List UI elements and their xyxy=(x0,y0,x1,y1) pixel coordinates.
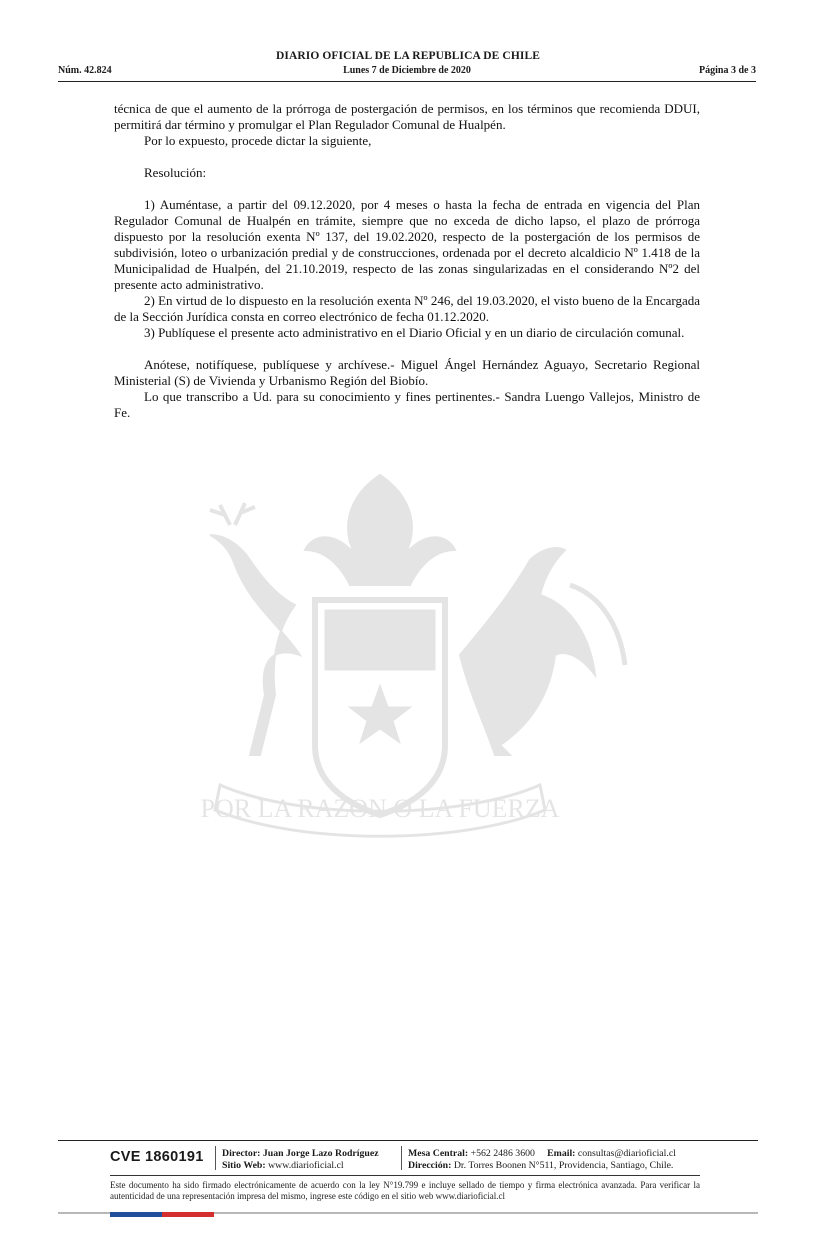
issue-date: Lunes 7 de Diciembre de 2020 xyxy=(343,65,471,76)
motto-text: POR LA RAZON O LA FUERZA xyxy=(200,794,560,823)
paragraph-intro: técnica de que el aumento de la prórroga de postergación de permisos, en los términos que recomienda DDUI, permitirá dar término y promulgar el Plan Regulador Comunal de Hualpén. xyxy=(114,101,700,132)
resolution-item-1: 1) Auméntase, a partir del 09.12.2020, por 4 meses o hasta la fecha de entrada en vigencia del Plan Regulador Comunal de Hualpén en trámite, siempre que no exceda de dicho lapso, el plazo de prórroga dispuesto por la resolución exenta Nº 137, del 19.02.2020, respecto de la postergación de los permisos de subdivisión, loteo o urbanización predial y de construcciones, ordenada por el decreto alcaldicio Nº 1.418 de la Municipalidad de Hualpén, del 21.10.2019, respecto de las zonas singularizadas en el considerando Nº2 del presente acto administrativo. xyxy=(114,197,700,292)
site-link[interactable]: www.diarioficial.cl xyxy=(268,1159,344,1171)
transcription-paragraph: Lo que transcribo a Ud. para su conocimiento y fines pertinentes.- Sandra Luengo Vallejos, Ministro de Fe. xyxy=(114,389,700,420)
footer-separator xyxy=(401,1146,402,1170)
footer-divider xyxy=(58,1140,758,1141)
resolution-item-3: 3) Publíquese el presente acto administrativo en el Diario Oficial y en un diario de circulación comunal. xyxy=(144,325,685,340)
flag-stripe-red xyxy=(162,1212,214,1217)
newspaper-title: DIARIO OFICIAL DE LA REPUBLICA DE CHILE xyxy=(276,50,540,62)
legal-notice: Este documento ha sido firmado electrónicamente de acuerdo con la ley N°19.799 e incluye sellado de tiempo y firma electrónica avanzada. Para verificar la autenticidad de una representación impresa del mismo, ingrese este código en el sitio web www.diarioficial.cl xyxy=(110,1180,700,1201)
header-divider xyxy=(58,81,756,82)
footer-director-block: Director: Juan Jorge Lazo Rodríguez Sitio Web: www.diarioficial.cl xyxy=(222,1148,379,1171)
issue-number: Núm. 42.824 xyxy=(58,65,112,76)
footer-divider-inner xyxy=(110,1175,700,1176)
cve-code: CVE 1860191 xyxy=(110,1149,204,1165)
paragraph-por-lo-expuesto: Por lo expuesto, procede dictar la siguiente, xyxy=(144,133,372,148)
resolution-heading: Resolución: xyxy=(144,165,207,180)
footer-separator xyxy=(215,1146,216,1170)
director-name: Juan Jorge Lazo Rodríguez xyxy=(262,1148,379,1159)
document-body xyxy=(114,101,700,421)
signature-paragraph: Anótese, notifíquese, publíquese y archívese.- Miguel Ángel Hernández Aguayo, Secretario Regional Ministerial (S) de Vivienda y Urbanismo Región del Biobío. xyxy=(114,357,700,388)
email-link[interactable]: consultas@diarioficial.cl xyxy=(577,1148,676,1159)
resolution-item-2: 2) En virtud de lo dispuesto en la resolución exenta Nº 246, del 19.03.2020, el visto bueno de la Encargada de la Sección Jurídica consta en correo electrónico de fecha 01.12.2020. xyxy=(114,293,700,324)
footer-contact-block: Mesa Central: +562 2486 3600 Email: consultas@diarioficial.cl Dirección: Dr. Torres Boonen N°511, Providencia, Santiago, Chile. xyxy=(408,1148,676,1171)
phone-number: +562 2486 3600 xyxy=(470,1148,535,1159)
address: Dr. Torres Boonen N°511, Providencia, Santiago, Chile. xyxy=(453,1159,674,1171)
page-indicator: Página 3 de 3 xyxy=(699,65,756,76)
flag-stripe-blue xyxy=(110,1212,162,1217)
coat-of-arms-icon xyxy=(100,455,660,875)
